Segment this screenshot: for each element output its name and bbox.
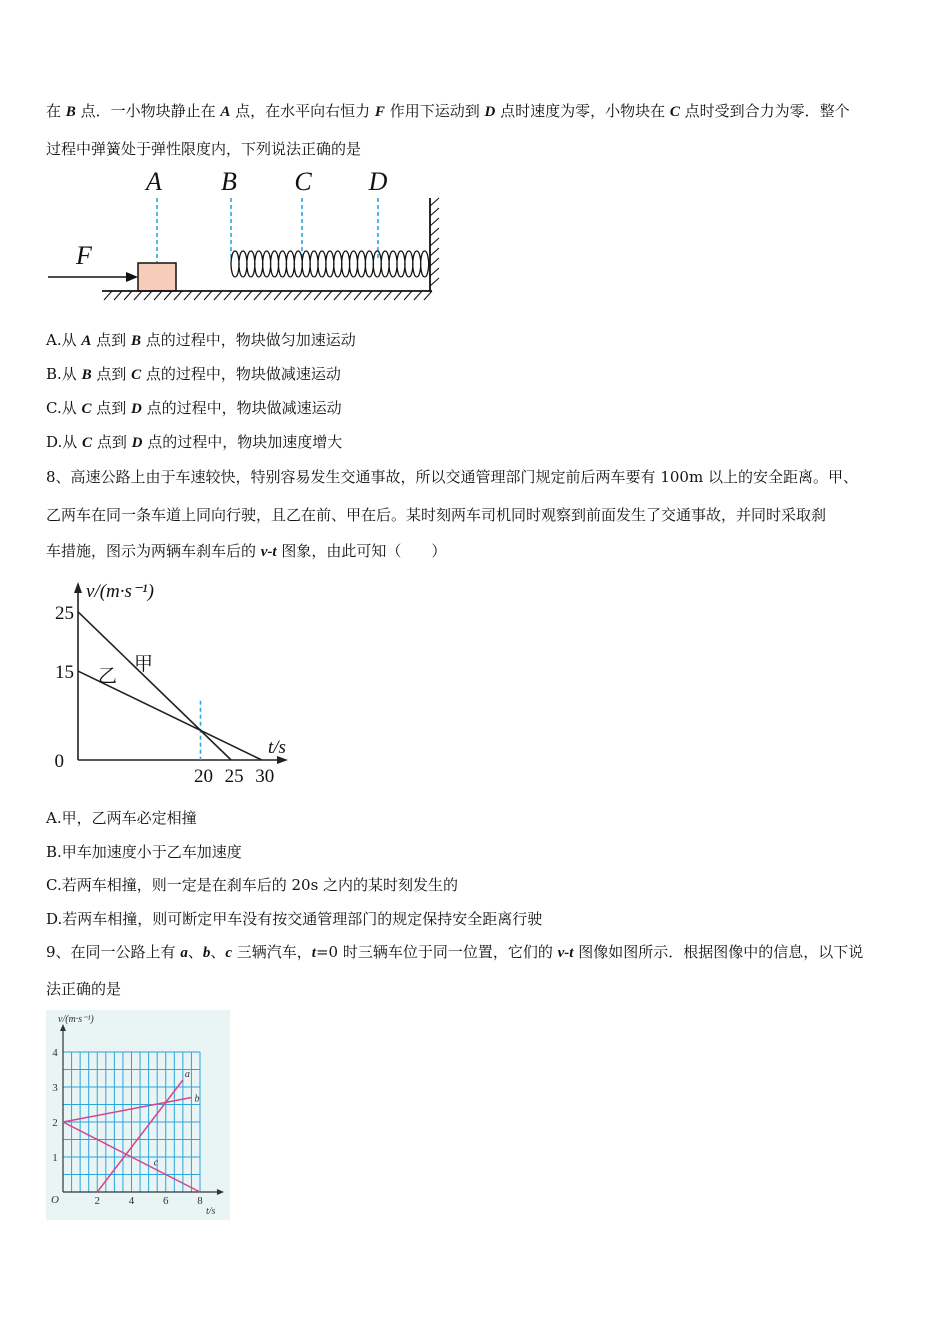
point-label-c: C (294, 167, 312, 196)
x-tick-label: 25 (224, 766, 244, 787)
x-tick-label: 2 (94, 1195, 100, 1207)
vt-chart-q8 (46, 578, 296, 788)
spring-block-figure (46, 166, 446, 306)
q7-option-b[interactable]: B.从 B 点到 C 点的过程中，物块做减速运动 (46, 365, 341, 383)
q8-stem-line2: 乙两车在同一条车道上同向行驶，且乙在前、甲在后。某时刻两车司机同时观察到前面发生了交通事故，并同时采取刹 (46, 506, 827, 524)
vt-chart-q9 (46, 1010, 230, 1220)
y-tick-label: 4 (52, 1047, 58, 1059)
y-axis-arrow (74, 582, 82, 593)
q8-option-c[interactable]: C.若两车相撞，则一定是在刹车后的 20s 之内的某时刻发生的 (46, 876, 459, 894)
y-axis-label: v/(m·s⁻¹) (86, 581, 154, 602)
origin-label: 0 (54, 751, 64, 772)
q9-stem-line2: 法正确的是 (46, 980, 122, 998)
q7-stem-line1: 在 B 点．一小物块静止在 A 点，在水平向右恒力 F 作用下运动到 D 点时速度为零，小物块在 C 点时受到合力为零．整个 (46, 102, 850, 120)
chart-background (46, 1010, 230, 1220)
block (138, 263, 176, 291)
x-tick-label: 8 (197, 1195, 203, 1207)
y-tick-label: 25 (55, 602, 74, 624)
series-label-a: a (184, 1069, 190, 1080)
q8-option-d[interactable]: D.若两车相撞，则可断定甲车没有按交通管理部门的规定保持安全距离行驶 (46, 910, 543, 928)
y-axis-label: v/(m·s⁻¹) (58, 1014, 94, 1025)
q7-option-c[interactable]: C.从 C 点到 D 点的过程中，物块做减速运动 (46, 399, 342, 417)
q7-option-a[interactable]: A.从 A 点到 B 点的过程中，物块做匀加速运动 (46, 331, 356, 349)
y-tick-label: 1 (52, 1152, 58, 1164)
q9-stem-line1: 9、在同一公路上有 a、b、c 三辆汽车，t=0 时三辆车位于同一位置，它们的 v-t 图像如图所示．根据图像中的信息，以下说 (46, 943, 864, 961)
y-tick-label: 2 (52, 1117, 58, 1129)
origin-label: O (51, 1194, 59, 1206)
x-tick-label: 20 (194, 766, 213, 787)
point-label-d: D (368, 167, 388, 196)
y-tick-label: 3 (52, 1082, 58, 1094)
x-axis-label: t/s (206, 1206, 216, 1217)
q7-option-d[interactable]: D.从 C 点到 D 点的过程中，物块加速度增大 (46, 433, 343, 451)
q7-stem-line2: 过程中弹簧处于弹性限度内，下列说法正确的是 (46, 140, 362, 158)
x-tick-label: 30 (255, 766, 275, 787)
q8-option-a[interactable]: A.甲，乙两车必定相撞 (46, 809, 197, 827)
q8-stem-line1: 8、高速公路上由于车速较快，特别容易发生交通事故，所以交通管理部门规定前后两车要有 100m 以上的安全距离。甲、 (46, 468, 858, 486)
force-arrowhead (126, 272, 138, 282)
q8-stem-line3: 车措施，图示为两辆车刹车后的 v-t 图象，由此可知（ ） (46, 542, 447, 560)
spring (231, 251, 429, 277)
point-label-b: B (221, 167, 237, 196)
wall-hatching (430, 198, 439, 286)
floor-hatching (104, 291, 432, 300)
x-tick-label: 6 (163, 1195, 169, 1207)
point-label-a: A (146, 167, 162, 196)
spring-coil-path (231, 251, 429, 277)
x-tick-label: 4 (128, 1195, 135, 1207)
y-tick-label: 15 (55, 662, 74, 684)
series-label-2: 乙 (98, 666, 118, 687)
q8-option-b[interactable]: B.甲车加速度小于乙车加速度 (46, 843, 242, 861)
series-label-b: b (194, 1093, 200, 1105)
x-axis-label: t/s (268, 737, 286, 758)
force-label: F (76, 241, 92, 270)
series-label-1: 甲 (134, 654, 154, 675)
series-label-c: c (153, 1157, 159, 1169)
